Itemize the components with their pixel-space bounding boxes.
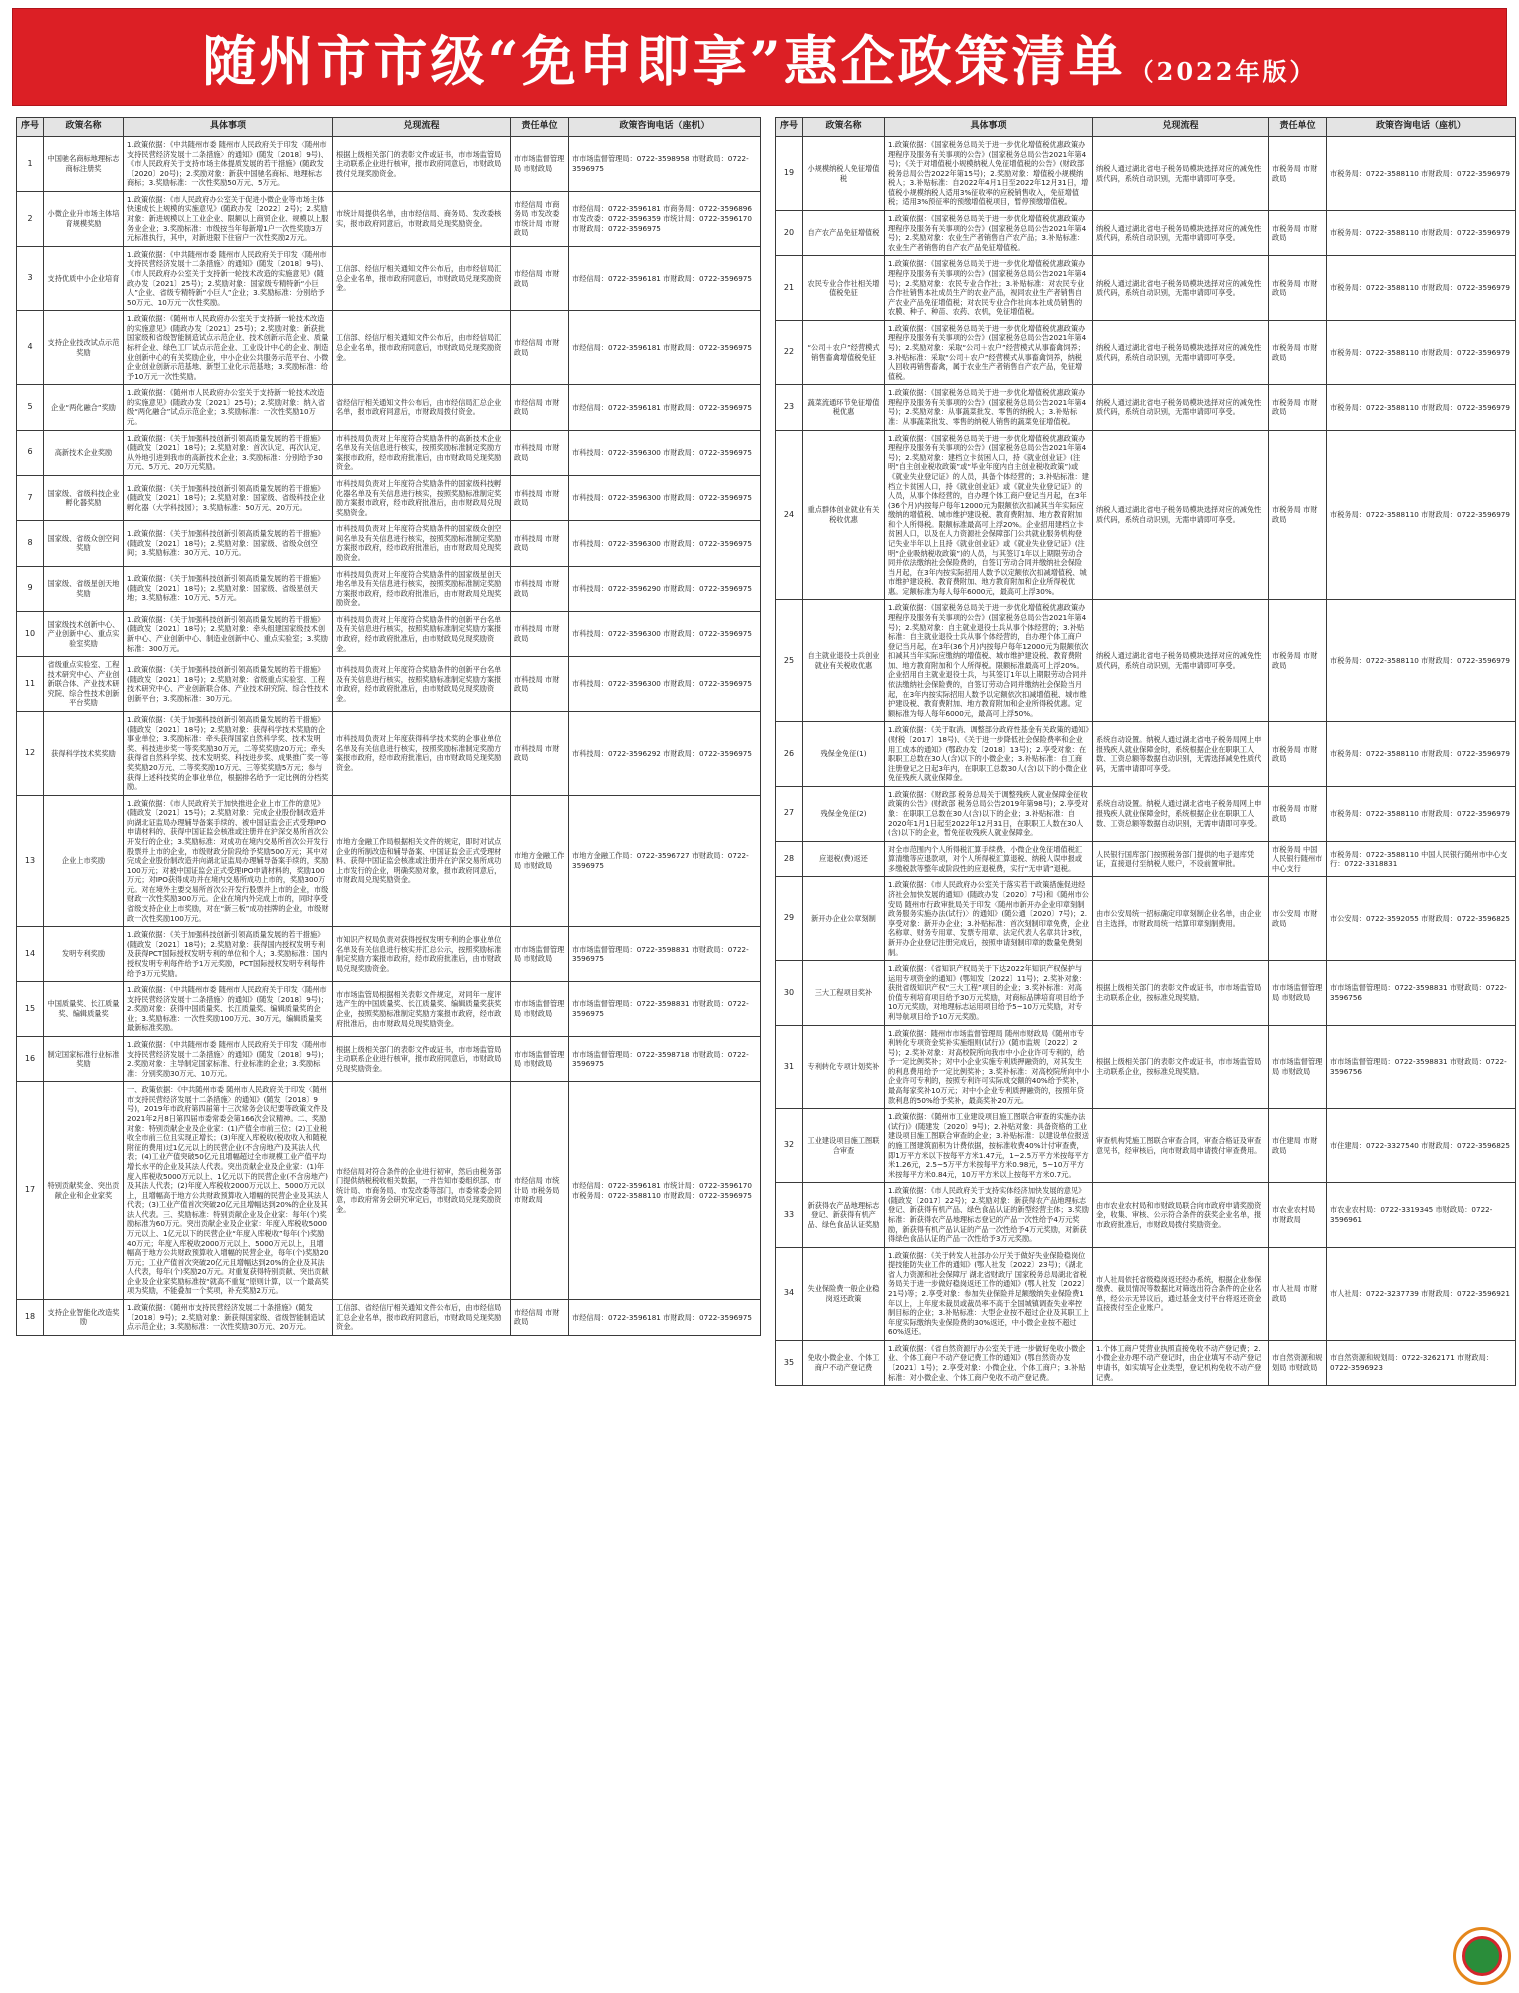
cell-detail: 1.政策依据：《省自然资源厅办公室关于进一步做好免收小微企业、个体工商户不动产登记费工作的通知》(鄂自然资办发〔2021〕1号)；2.享受对象：小微企业、个体工商户；3.补贴标准：对小微企业、个体工商户免收不动产登记费。	[885, 1340, 1093, 1385]
cell-flow: 纳税人通过湖北省电子税务局模块选择对应的减免性质代码，系统自动识别，无需申请即可享受。	[1093, 211, 1269, 256]
cell-tel: 市经信局：0722-3596181 市财政局：0722-3596975	[569, 385, 761, 430]
cell-no: 30	[776, 961, 803, 1025]
table-row	[17, 982, 761, 1037]
cell-name: 新获得农产品地理标志登记、新获得有机产品、绿色食品认证奖励	[803, 1183, 885, 1247]
policy-rows-right	[776, 137, 1516, 1386]
cell-name: 小微企业升市场主体培育规模奖励	[44, 191, 124, 246]
cell-flow: 工信部、经信厅相关通知文件公布后，由市经信局汇总企业名单，报市政府同意后，市财政局兑现奖励资金。	[333, 311, 511, 385]
table-row	[17, 430, 761, 475]
cell-unit: 市市场监督管理局 市财政局	[511, 927, 569, 982]
cell-tel: 市农业农村局：0722-3319345 市财政局：0722-3596961	[1327, 1183, 1516, 1247]
cell-tel: 市税务局：0722-3588110 市财政局：0722-3596979	[1327, 211, 1516, 256]
cell-tel: 市税务局：0722-3588110 市财政局：0722-3596979	[1327, 256, 1516, 320]
cell-flow: 工信部、省经信厅相关通知文件公布后，由市经信局汇总企业名单，报市政府同意后，市财政局兑现奖励资金。	[333, 1300, 511, 1336]
cell-no: 2	[17, 191, 44, 246]
cell-detail: 1.政策依据：《关于加强科技创新引领高质量发展的若干措施》(随政发〔2021〕18号)；2.奖励对象：牵头组建国家级技术创新中心、产业创新中心、制造业创新中心、重点实验室；3.奖励标准：300万元。	[124, 611, 333, 656]
cell-flow: 省经信厅相关通知文件公布后，由市经信局汇总企业名单，报市政府同意后，市财政局拨付资金。	[333, 385, 511, 430]
cell-detail: 1.政策依据：《中共随州市委 随州市人民政府关于印发〈随州市支持民营经济发展十二条措施〉的通知》(随发〔2018〕9号)、《市人民政府办公室关于支持新一轮技术改造的实施意见》(随政办发〔2021〕25号)；2.奖励对象：国家级专精特新“小巨人”企业、省级专精特新“小巨人”企业；3.奖励标准：分别给予50万元、10万元一次性奖励。	[124, 246, 333, 310]
cell-name: 获得科学技术奖奖励	[44, 712, 124, 796]
cell-detail: 1.政策依据：《关于加强科技创新引领高质量发展的若干措施》(随政发〔2021〕18号)；2.奖励对象：获得科学技术奖励的企事业单位；3.奖励标准：牵头获得国家自然科学奖、技术发明奖、科技进步奖一等奖奖励30万元，二等奖奖励20万元；牵头获得省自然科学奖、技术发明奖、科技进步奖、成果推广奖一等奖奖励20万元、二等奖奖励10万元、三等奖奖励5万元；参与获得上述科技奖的企事业单位，根据排名给予一定比例的分档奖励。	[124, 712, 333, 796]
cell-tel: 市科技局：0722-3596292 市财政局：0722-3596975	[569, 712, 761, 796]
cell-tel: 市科技局：0722-3596300 市财政局：0722-3596975	[569, 611, 761, 656]
cell-detail: 1.政策依据：《关于加强科技创新引领高质量发展的若干措施》(随政发〔2021〕18号)；2.奖励对象：国家级、省级众创空间；3.奖励标准：30万元、10万元。	[124, 521, 333, 566]
cell-no: 25	[776, 600, 803, 722]
cell-flow: 工信部、经信厅相关通知文件公布后，由市经信局汇总企业名单，报市政府同意后，市财政局兑现奖励资金。	[333, 246, 511, 310]
cell-detail: 1.政策依据：《国家税务总局关于进一步优化增值税优惠政策办理程序及服务有关事项的公告》(国家税务总局公告2021年第4号)；2.奖励对象：从事蔬菜批发、零售的纳税人；3.补贴标准：从事蔬菜批发、零售的纳税人销售的蔬菜免征增值税。	[885, 385, 1093, 430]
cell-detail: 1.政策依据：《国家税务总局关于进一步优化增值税优惠政策办理程序及服务有关事项的公告》(国家税务总局公告2021年第4号)；2.奖励对象：农民专业合作社；3.补贴标准：对农民专业合作社销售本社成员生产的农业产品，视同农业生产者销售自产农业产品免征增值税；对农民专业合作社向本社成员销售的农膜、种子、种苗、农药、农机，免征增值税。	[885, 256, 1093, 320]
cell-flow: 市地方金融工作局根据相关文件的规定，即时对试点企业的所制改造和辅导备案、中国证监会正式受理材料、获得中国证监会核准或注册并在沪深交易所成功上市发行的企业，明确奖励对象，报市政府同意后，市财政局兑现奖励资金。	[333, 795, 511, 927]
table-row	[776, 1025, 1516, 1109]
cell-unit: 市经信局 市财政局	[511, 246, 569, 310]
cell-flow: 根据上级相关部门的表彰文件或证书，市市场监管局主动联系企业进行核审，报市政府同意后，市财政局兑现奖励资金。	[333, 1036, 511, 1081]
table-row	[17, 1082, 761, 1300]
cell-detail: 一、政策依据：《中共随州市委 随州市人民政府关于印发〈随州市支持民营经济发展十二条措施〉的通知》(随发〔2018〕9号)，2019年市政府第四届第十三次常务会议纪要等政策文件及2021年2月8日第四届市委常委会第166次会议精神。二、奖励对象：特别贡献企业及企业家：(1)产值全市前三位；(2)工业税收全市前三位且实现正增长；(3)年度入库税收(税收收入和随税附征的费用)过1亿元以上的民营企业(不含房地产)及其法人代表；(4)工业产值突破50亿元且增幅超过全市规模工业产值平均增长水平的企业及其法人代表。突出贡献企业及企业家：(1)年度入库税收5000万元以上、1亿元以下的民营企业(不含房地产)及其法人代表；(2)年度入库税收2000万元以上、5000万元以上，且增幅高于地方公共财政预算收入增幅的民营企业及其法人代表；(3)工业产值首次突破20亿元且增幅达到20%的企业及其法人代表。三、奖励标准：特别贡献企业及企业家：每年(个)奖励标准为60万元。突出贡献企业及企业家：年度入库税收5000万元以上、1亿元以下的民营企业“年度入库税收”每年(个)奖励40万元；年度入库税收2000万元以上、5000万元以上，且增幅高于地方公共财政预算收入增幅的民营企业，每年(个)奖励20万元；工业产值首次突破20亿元且增幅达到20%的企业及其法人代表，每年(个)奖励20万元。对重复获得特别贡献、突出贡献企业及企业家奖励标准按“就高不重复”原则计算，以一个最高奖项为奖励，不能叠加一个奖项，补充奖励2万元。	[124, 1082, 333, 1300]
table-row	[776, 1109, 1516, 1183]
cell-unit: 市市场监督管理局 市财政局	[511, 982, 569, 1037]
cell-flow: 市科技局负责对上年度符合奖励条件的国家级星创天地名单及有关信息进行核实，按照奖励标准制定奖励方案报市政府，经市政府批准后，由市财政局兑现奖励资金。	[333, 566, 511, 611]
cell-tel: 市市场监督管理局：0722-3598831 市财政局：0722-3596975	[569, 927, 761, 982]
publisher-logo	[1453, 1927, 1511, 1985]
cell-flow: 审查机构凭施工图联合审查合同，审查合格证及审查意见书，经审核后，向市财政局申请拨付审查费用。	[1093, 1109, 1269, 1183]
table-row	[776, 600, 1516, 722]
cell-flow: 市知识产权局负责对获得授权发明专利的企事业单位名单及有关信息进行核实并汇总公示，按照奖励标准制定奖励方案报市政府，经市政府批准后，由市财政局兑现奖励资金。	[333, 927, 511, 982]
cell-name: 自主就业退役士兵创业就业有关税收优惠	[803, 600, 885, 722]
cell-name: 企业上市奖励	[44, 795, 124, 927]
cell-tel: 市科技局：0722-3596300 市财政局：0722-3596975	[569, 475, 761, 520]
cell-tel: 市市场监督管理局：0722-3598831 市财政局：0722-3596756	[1327, 1025, 1516, 1109]
cell-flow: 纳税人通过湖北省电子税务局模块选择对应的减免性质代码，系统自动识别，无需申请即可享受。	[1093, 320, 1269, 384]
cell-tel: 市科技局：0722-3596290 市财政局：0722-3596975	[569, 566, 761, 611]
title-text: 随州市市级“免申即享”惠企政策清单	[202, 28, 1126, 93]
cell-unit: 市科技局 市财政局	[511, 521, 569, 566]
header-name: 政策名称	[803, 118, 885, 137]
table-row	[17, 385, 761, 430]
cell-name: 重点群体创业就业有关税收优惠	[803, 430, 885, 600]
cell-unit: 市科技局 市财政局	[511, 712, 569, 796]
cell-detail: 1.政策依据：《市人民政府办公室关于促进小微企业等市场主体快速成长上规模的实施意见》(随政办发〔2022〕2号)；2.奖励对象：新进规模以上工业企业、限额以上商贸企业、规模以上服务业企业；3.奖励标准：市级按当年每新增1户一次性奖励3万元标准执行，其中，对新进限下住宿户一次性奖励2万元。	[124, 191, 333, 246]
table-row	[776, 256, 1516, 320]
cell-unit: 市税务局 市财政局	[1269, 211, 1327, 256]
header-no: 序号	[776, 118, 803, 137]
cell-no: 6	[17, 430, 44, 475]
cell-detail: 1.政策依据：《市人民政府关于支持实体经济加快发展的意见》(随政发〔2017〕22号)；2.奖励对象：新获得农产品地理标志登记、新获得有机产品、绿色食品认证的新型经营主体；3.奖励标准：新获得农产品地理标志登记的产品一次性给予4万元奖励，新获得有机产品认证的产品一次性给予4万元奖励，对新获得绿色食品认证的产品一次性给予3万元奖励。	[885, 1183, 1093, 1247]
table-row	[776, 1340, 1516, 1385]
table-header-row	[776, 118, 1516, 137]
cell-tel: 市科技局：0722-3596300 市财政局：0722-3596975	[569, 521, 761, 566]
cell-name: 农民专业合作社相关增值税免征	[803, 256, 885, 320]
cell-name: 新开办企业公章刻制	[803, 877, 885, 961]
cell-name: 中国质量奖、长江质量奖、编辑质量奖	[44, 982, 124, 1037]
table-row	[17, 246, 761, 310]
header-tel: 政策咨询电话（座机）	[1327, 118, 1516, 137]
cell-name: 支持企业智能化改造奖励	[44, 1300, 124, 1336]
cell-unit: 市市场监督管理局 市财政局	[1269, 1025, 1327, 1109]
cell-name: 中国驰名商标地理标志商标注册奖	[44, 137, 124, 192]
header-flow: 兑现流程	[1093, 118, 1269, 137]
cell-name: 三大工程项目奖补	[803, 961, 885, 1025]
cell-no: 15	[17, 982, 44, 1037]
cell-unit: 市税务局 市财政局	[1269, 722, 1327, 786]
cell-name: 发明专利奖励	[44, 927, 124, 982]
cell-unit: 市地方金融工作局 市财政局	[511, 795, 569, 927]
cell-no: 24	[776, 430, 803, 600]
cell-detail: 对全市范围内个人所得税汇算手续费、小微企业免征增值税汇算清缴等应退款项，对个人所得税汇算退税、纳税人误申报或多缴税款等整年或阶段性的应退税费，实行“无申请”退税。	[885, 841, 1093, 877]
cell-tel: 市市场监督管理局：0722-3598831 市财政局：0722-3596756	[1327, 961, 1516, 1025]
cell-no: 16	[17, 1036, 44, 1081]
cell-name: 自产农产品免征增值税	[803, 211, 885, 256]
cell-name: 企业“两化融合”奖励	[44, 385, 124, 430]
cell-no: 29	[776, 877, 803, 961]
table-row	[776, 1183, 1516, 1247]
cell-flow: 系统自动设置。纳税人通过湖北省电子税务局网上申报残疾人就业保障金时，系统根据企业在职职工人数、工资总额等数据自动识别，无需选择减免性质代码，无需申请即可享受。	[1093, 722, 1269, 786]
cell-no: 34	[776, 1247, 803, 1340]
cell-no: 13	[17, 795, 44, 927]
cell-unit: 市科技局 市财政局	[511, 475, 569, 520]
cell-detail: 1.政策依据：《关于取消、调整部分政府性基金有关政策的通知》(财税〔2017〕18号)、《关于进一步降低社会保险费率和企业用工成本的通知》(鄂政办发〔2018〕13号)；2.享受对象：在职职工总数在30人(含)以下的小微企业；3.补贴标准：自工商注册登记之日起3年内，在职职工总数30人(含)以下的小微企业免征残疾人就业保障金。	[885, 722, 1093, 786]
table-row	[776, 786, 1516, 841]
header-name: 政策名称	[44, 118, 124, 137]
cell-name: 国家级、省级星创天地奖励	[44, 566, 124, 611]
cell-flow: 系统自动设置。纳税人通过湖北省电子税务局网上申报残疾人就业保障金时，系统根据企业在职职工人数、工资总额等数据自动识别，无需申请即可享受。	[1093, 786, 1269, 841]
cell-unit: 市市场监督管理局 市财政局	[1269, 961, 1327, 1025]
table-row	[776, 877, 1516, 961]
cell-flow: 人民银行国库部门按照税务部门提供的电子退库凭证，直接退付至纳税人账户，不设前置审批。	[1093, 841, 1269, 877]
cell-name: 残保金免征(2)	[803, 786, 885, 841]
table-row	[17, 191, 761, 246]
cell-tel: 市经信局：0722-3596181 市财政局：0722-3596975	[569, 1300, 761, 1336]
cell-no: 27	[776, 786, 803, 841]
cell-no: 20	[776, 211, 803, 256]
table-header-row	[17, 118, 761, 137]
table-row	[17, 475, 761, 520]
cell-detail: 1.政策依据：《关于加强科技创新引领高质量发展的若干措施》(随政发〔2021〕18号)；2.奖励对象：省级重点实验室、工程技术研究中心、产业创新联合体、产业技术研究院、综合性技术创新平台；3.奖励标准：30万元。	[124, 657, 333, 712]
cell-unit: 市公安局 市财政局	[1269, 877, 1327, 961]
cell-flow: 市科技局负责对上年度符合奖励条件的创新平台名单及有关信息进行核实，按照奖励标准制定奖励方案报市政府，经市政府批准后，由市财政局兑现奖励资金。	[333, 611, 511, 656]
table-row	[17, 311, 761, 385]
cell-name: 高新技术企业奖励	[44, 430, 124, 475]
header-tel: 政策咨询电话（座机）	[569, 118, 761, 137]
cell-no: 31	[776, 1025, 803, 1109]
header-flow: 兑现流程	[333, 118, 511, 137]
cell-name: 国家级技术创新中心、产业创新中心、重点实验室奖励	[44, 611, 124, 656]
policy-table-right	[775, 117, 1516, 1386]
table-row	[776, 841, 1516, 877]
cell-flow: 纳税人通过湖北省电子税务局模块选择对应的减免性质代码，系统自动识别，无需申请即可享受。	[1093, 600, 1269, 722]
cell-name: “公司＋农户”经营模式销售畜禽增值税免征	[803, 320, 885, 384]
cell-unit: 市经信局 市财政局	[511, 311, 569, 385]
cell-flow: 市经信局对符合条件的企业进行初审，然后由税务部门提供纳税税收相关数据，一并告知市委组织部、市统计局、市商务局、市发改委等部门，市委常委会同意，市政府常务会研究审定后，市财政局兑现奖励资金。	[333, 1082, 511, 1300]
cell-flow: 市市场监管局根据相关表彰文件规定，对同年一度评选产生的中国质量奖、长江质量奖、编辑质量奖获奖企业，按照奖励标准制定奖励方案报市政府，经市政府批准后，由市财政局兑现奖励资金。	[333, 982, 511, 1037]
cell-unit: 市农业农村局 市财政局	[1269, 1183, 1327, 1247]
cell-unit: 市住建局 市财政局	[1269, 1109, 1327, 1183]
cell-no: 18	[17, 1300, 44, 1336]
cell-detail: 1.政策依据：《国家税务总局关于进一步优化增值税优惠政策办理程序及服务有关事项的公告》(国家税务总局公告2021年第4号)；2.奖励对象：农业生产者销售自产农产品；3.补贴标准：农业生产者销售的自产农产品免征增值税。	[885, 211, 1093, 256]
edition-label: （2022年版）	[1129, 56, 1317, 86]
policy-rows-left	[17, 137, 761, 1336]
cell-tel: 市市场监督管理局：0722-3598958 市财政局：0722-3596975	[569, 137, 761, 192]
cell-detail: 1.政策依据：《国家税务总局关于进一步优化增值税优惠政策办理程序及服务有关事项的公告》(国家税务总局公告2021年第4号)；2.奖励对象：建档立卡贫困人口，持《就业创业证》(注明“自主创业税收政策”或“毕业年度内自主创业税收政策”)或《就业失业登记证》的人员，具备个体经营的；3.补贴标准：建档立卡贫困人口，持《就业创业证》或《就业失业登记证》的人员，从事个体经营的，自办理个体工商户登记当月起，在3年(36个月)内按每户每年12000元为限额依次扣减其当年实际应缴纳的增值税、城市维护建设税、教育费附加、地方教育附加和个人所得税。限额标准最高可上浮20%。企业招用建档立卡贫困人口，以及在人力资源社会保障部门公共就业服务机构登记失业半年以上且持《就业创业证》或《就业失业登记证》(注明“企业吸纳税收政策”)的人员，与其签订1年以上期限劳动合同并依法缴纳社会保险费的，自签订劳动合同并缴纳社会保险当月起，在3年内按实际招用人数予以定额依次扣减增值税、城市维护建设税、教育费附加、地方教育附加和企业所得税优惠。定额标准为每人每年6000元，最高可上浮30%。	[885, 430, 1093, 600]
cell-name: 省级重点实验室、工程技术研究中心、产业创新联合体、产业技术研究院、综合性技术创新平台奖励	[44, 657, 124, 712]
table-row	[17, 1300, 761, 1336]
cell-no: 22	[776, 320, 803, 384]
cell-name: 小规模纳税人免征增值税	[803, 137, 885, 211]
cell-tel: 市税务局：0722-3588110 市财政局：0722-3596979	[1327, 600, 1516, 722]
cell-tel: 市经信局：0722-3596181 市统计局：0722-3596170 市税务局：0722-3588110 市财政局：0722-3596975	[569, 1082, 761, 1300]
cell-detail: 1.政策依据：《关于加强科技创新引领高质量发展的若干措施》(随政发〔2021〕18号)；2.奖励对象：国家级、省级科技企业孵化器（大学科技园）；3.奖励标准：50万元、20万元。	[124, 475, 333, 520]
cell-unit: 市经信局 市财政局	[511, 1300, 569, 1336]
cell-no: 14	[17, 927, 44, 982]
cell-flow: 纳税人通过湖北省电子税务局模块选择对应的减免性质代码，系统自动识别，无需申请即可享受。	[1093, 430, 1269, 600]
cell-detail: 1.政策依据：《关于转发人社部办公厅关于做好失业保险稳岗位提技能防失业工作的通知》(鄂人社发〔2022〕23号)；《湖北省人力资源和社会保障厅 湖北省财政厅 国家税务总局湖北省税务局关于进一步做好稳岗返还工作的通知》(鄂人社发〔2022〕21号)等；2.享受对象：参加失业保险并足额缴纳失业保险费1年以上，上年度未裁员或裁员率不高于全国城镇调查失业率控制目标的企业；3.补贴标准：大型企业按不超过企业及其职工上年度实际缴纳失业保险费的30%返还，中小微企业按不超过60%返还。	[885, 1247, 1093, 1340]
cell-detail: 1.政策依据：《随州市人民政府办公室关于支持新一轮技术改造的实施意见》(随政办发〔2021〕25号)；2.奖励对象：新获批国家级和省级智能制造试点示范企业、技术创新示范企业、质量标杆企业、绿色工厂试点示范企业、工业设计中心的企业、制造业创新中心的有关奖励企业，中小企业公共服务示范平台、小微企业创业创新示范基地、新型工业化示范基地；3.奖励标准：给予10万元一次性奖励。	[124, 311, 333, 385]
cell-unit: 市经信局 市商务局 市发改委 市统计局 市财政局	[511, 191, 569, 246]
cell-unit: 市科技局 市财政局	[511, 657, 569, 712]
cell-flow: 纳税人通过湖北省电子税务局模块选择对应的减免性质代码，系统自动识别，无需申请即可享受。	[1093, 137, 1269, 211]
cell-name: 失业保险费一般企业稳岗返还政策	[803, 1247, 885, 1340]
cell-tel: 市税务局：0722-3588110 市财政局：0722-3596979	[1327, 385, 1516, 430]
cell-name: 工业建设项目施工图联合审查	[803, 1109, 885, 1183]
table-row	[17, 521, 761, 566]
cell-name: 特别贡献奖金、突出贡献企业和企业家奖	[44, 1082, 124, 1300]
cell-tel: 市自然资源和规划局：0722-3262171 市财政局：0722-3596923	[1327, 1340, 1516, 1385]
cell-detail: 1.政策依据：随州市市场监督管理局 随州市财政局《随州市专利转化专项资金奖补实施细则(试行)》(随市监规〔2022〕2号)；2.奖补对象：对高校院所向我市中小企业许可专利的，给予一定比例奖补；对中小企业实施专利质押融资的，对其发生的利息费用给予一定比例奖补；3.奖补标准：对高校院所向中小企业许可专利的，按照专利许可实际成交额的40%给予奖补，最高每家奖补10万元；对中小企业专利质押融资的，按照年贷款利息的50%给予奖补，最高奖补20万元。	[885, 1025, 1093, 1109]
table-row	[776, 211, 1516, 256]
cell-tel: 市公安局：0722-3592055 市财政局：0722-3596825	[1327, 877, 1516, 961]
cell-name: 国家级、省级众创空间奖励	[44, 521, 124, 566]
cell-flow: 市科技局负责对上年度符合奖励条件的创新平台名单及有关信息进行核实，按照奖励标准制定奖励方案报市政府，经市政府批准后，由市财政局兑现奖励资金。	[333, 657, 511, 712]
cell-unit: 市税务局 市财政局	[1269, 430, 1327, 600]
cell-no: 12	[17, 712, 44, 796]
cell-detail: 1.政策依据：《关于加强科技创新引领高质量发展的若干措施》(随政发〔2021〕18号)；2.奖励对象：首次认定、再次认定、从外地引进到我市的高新技术企业；3.奖励标准：分别给予30万元、5万元、20万元奖励。	[124, 430, 333, 475]
cell-detail: 1.政策依据：《财政部 税务总局关于调整残疾人就业保障金征收政策的公告》(财政部 税务总局公告2019年第98号)；2.享受对象：在职职工总数在30人(含)以下的企业；3.补贴标准：自2020年1月1日起至2022年12月31日，在职职工人数在30人(含)以下的企业，暂免征收残疾人就业保障金。	[885, 786, 1093, 841]
cell-unit: 市税务局 市财政局	[1269, 600, 1327, 722]
cell-no: 23	[776, 385, 803, 430]
cell-flow: 根据上级相关部门的表彰文件或证书，市市场监管局主动联系企业进行核审，报市政府同意后，市财政局拨付兑现奖励资金。	[333, 137, 511, 192]
header-detail: 具体事项	[885, 118, 1093, 137]
cell-tel: 市人社局：0722-3237739 市财政局：0722-3596921	[1327, 1247, 1516, 1340]
cell-name: 残保金免征(1)	[803, 722, 885, 786]
cell-tel: 市地方金融工作局：0722-3596727 市财政局：0722-3596975	[569, 795, 761, 927]
cell-tel: 市税务局：0722-3588110 市财政局：0722-3596979	[1327, 137, 1516, 211]
cell-tel: 市经信局：0722-3596181 市商务局：0722-3596896 市发改委：0722-3596359 市统计局：0722-3596170 市财政局：0722-3596975	[569, 191, 761, 246]
cell-flow: 纳税人通过湖北省电子税务局模块选择对应的减免性质代码，系统自动识别，无需申请即可享受。	[1093, 385, 1269, 430]
cell-no: 26	[776, 722, 803, 786]
cell-no: 8	[17, 521, 44, 566]
cell-flow: 市统计局提供名单，由市经信局、商务局、发改委核实，报市政府同意后，市财政局兑现奖励资金。	[333, 191, 511, 246]
cell-no: 11	[17, 657, 44, 712]
cell-unit: 市自然资源和规划局 市财政局	[1269, 1340, 1327, 1385]
cell-tel: 市经信局：0722-3596181 市财政局：0722-3596975	[569, 246, 761, 310]
cell-detail: 1.政策依据：《中共随州市委 随州市人民政府关于印发〈随州市支持民营经济发展十二条措施〉的通知》(随发〔2018〕9号)；2.奖励对象：主导制定国家标准、行业标准的企业；3.奖励标准：分别奖励30万元、10万元。	[124, 1036, 333, 1081]
cell-detail: 1.政策依据：《中共随州市委 随州市人民政府关于印发〈随州市支持民营经济发展十二条措施〉的通知》(随发〔2018〕9号)；2.奖励对象：获得中国质量奖、长江质量奖、编辑质量奖的企业；3.奖励标准：一次性奖励100万元、30万元，编辑质量奖最新标准奖励。	[124, 982, 333, 1037]
table-row	[17, 657, 761, 712]
cell-detail: 1.政策依据：《随州市工业建设项目施工图联合审查的实施办法(试行)》(随建发〔2020〕9号)；2.补贴对象：具备资格的工业建设项目施工图联合审查的企业；3.补贴标准：以建设单位报送的施工图建筑面积为计费依据，按标准收费40%计付审查费，即1万平方米以下按每平方米1.47元，1~2.5万平方米按每平方米1.26元，2.5~5万平方米按每平方米0.98元，5~10万平方米按每平方米0.84元，10万平方米以上按每平方米0.7元。	[885, 1109, 1093, 1183]
cell-name: 蔬菜流通环节免征增值税优惠	[803, 385, 885, 430]
cell-flow: 由市公安局统一招标确定印章刻制企业名单，由企业自主选择，市财政局统一结算印章刻制费用。	[1093, 877, 1269, 961]
cell-no: 5	[17, 385, 44, 430]
cell-unit: 市税务局 市财政局	[1269, 256, 1327, 320]
cell-tel: 市科技局：0722-3596300 市财政局：0722-3596975	[569, 657, 761, 712]
cell-unit: 市税务局 市财政局	[1269, 137, 1327, 211]
cell-unit: 市税务局 市财政局	[1269, 786, 1327, 841]
policy-table-left	[16, 117, 761, 1336]
cell-unit: 市市场监督管理局 市财政局	[511, 1036, 569, 1081]
cell-detail: 1.政策依据：《随州市人民政府办公室关于支持新一轮技术改造的实施意见》(随政办发〔2021〕25号)；2.奖励对象：纳入省级“两化融合”试点示范企业；3.奖励标准：一次性奖励10万元。	[124, 385, 333, 430]
cell-unit: 市市场监督管理局 市财政局	[511, 137, 569, 192]
cell-no: 9	[17, 566, 44, 611]
cell-name: 支持优质中小企业培育	[44, 246, 124, 310]
cell-unit: 市科技局 市财政局	[511, 611, 569, 656]
header-unit: 责任单位	[1269, 118, 1327, 137]
cell-detail: 1.政策依据：《市人民政府关于加快推进企业上市工作的意见》(随政发〔2021〕15号)；2.奖励对象：完成企业股份制改造并向湖北证监局办理辅导备案手续的、被中国证监会正式受理IPO申请材料的、获得中国证监会核准或注册并在沪深交易所首次公开发行的企业；3.奖励标准：对成功在境内交易所首次公开发行股票并上市的企业，市级财政分阶段给予奖励500万元；其中对完成企业股份制改造并向湖北证监局办理辅导备案手续的，奖励100万元；对被中国证监会正式受理IPO申请材料的，奖励100万元；对IPO获得成功并在境内交易所成功上市的，奖励300万元。对在境外主要交易所首次公开发行股票并上市的企业，市级财政一次性奖励300万元。企业在境内外完成上市的，同时享受省级支持企业上市奖励，对在“新三板”成功挂牌的企业，市级财政一次性奖励100万元。	[124, 795, 333, 927]
cell-no: 17	[17, 1082, 44, 1300]
table-row	[776, 320, 1516, 384]
cell-unit: 市科技局 市财政局	[511, 430, 569, 475]
cell-detail: 1.政策依据：《国家税务总局关于进一步优化增值税优惠政策办理程序及服务有关事项的公告》(国家税务总局公告2021年第4号)；2.奖励对象：采取“公司＋农户”经营模式从事畜禽饲养；3.补贴标准：采取“公司＋农户”经营模式从事畜禽饲养，纳税人回收再销售畜禽，属于农业生产者销售自产农产品，免征增值税。	[885, 320, 1093, 384]
cell-tel: 市税务局：0722-3588110 市财政局：0722-3596979	[1327, 722, 1516, 786]
table-row	[776, 137, 1516, 211]
cell-flow: 市科技局负责对上年度获得科学技术奖的企事业单位名单及有关信息进行核实，按照奖励标准制定奖励方案报市政府，经市政府批准后，由市财政局兑现奖励资金。	[333, 712, 511, 796]
cell-tel: 市市场监督管理局：0722-3598718 市财政局：0722-3596975	[569, 1036, 761, 1081]
table-row	[776, 961, 1516, 1025]
cell-unit: 市经信局 市统计局 市税务局 市财政局	[511, 1082, 569, 1300]
table-row	[776, 722, 1516, 786]
cell-no: 10	[17, 611, 44, 656]
table-row	[17, 137, 761, 192]
table-row	[17, 611, 761, 656]
cell-tel: 市科技局：0722-3596300 市财政局：0722-3596975	[569, 430, 761, 475]
cell-no: 21	[776, 256, 803, 320]
cell-detail: 1.政策依据：《市人民政府办公室关于落实若干政策措施促进经济社会加快发展的通知》(随政办发〔2020〕7号)和《随州市公安局 随州市行政审批局关于印发〈随州市新开办企业印章刻制政务服务实施办法(试行)〉的通知》(随公通〔2020〕7号)；2.享受对象：新开办企业；3.补贴标准：首次刻制印章免费，企业名称章、财务专用章、发票专用章、法定代表人名章共计3枚，新开办企业登记注册完成后，按照申请刻制印章的数量免费刻制。	[885, 877, 1093, 961]
cell-detail: 1.政策依据：《关于加强科技创新引领高质量发展的若干措施》(随政发〔2021〕18号)；2.奖励对象：获得国内授权发明专利及获得PCT国际授权发明专利的单位和个人；3.奖励标准：国内授权发明专利每件给予1万元奖励，PCT国际授权发明专利每件给予3万元奖励。	[124, 927, 333, 982]
cell-unit: 市税务局 中国人民银行随州市中心支行	[1269, 841, 1327, 877]
cell-tel: 市税务局：0722-3588110 市财政局：0722-3596979	[1327, 786, 1516, 841]
header-unit: 责任单位	[511, 118, 569, 137]
cell-detail: 1.政策依据：《随州市支持民营经济发展二十条措施》(随发〔2018〕9号)；2.奖励对象：新获得国家级、省级智能制造试点示范企业；3.奖励标准：一次性奖励30万元、20万元。	[124, 1300, 333, 1336]
cell-no: 7	[17, 475, 44, 520]
cell-flow: 根据上级相关部门的表彰文件或证书，市市场监管局主动联系企业，按标准兑现奖励。	[1093, 961, 1269, 1025]
table-row	[17, 566, 761, 611]
cell-unit: 市税务局 市财政局	[1269, 320, 1327, 384]
cell-flow: 市科技局负责对上年度符合奖励条件的国家级科技孵化器名单及有关信息进行核实，按照奖励标准制定奖励方案报市政府，经市政府批准后，由市财政局兑现奖励资金。	[333, 475, 511, 520]
table-row	[17, 927, 761, 982]
cell-tel: 市税务局：0722-3588110 市财政局：0722-3596979	[1327, 430, 1516, 600]
cell-no: 28	[776, 841, 803, 877]
cell-no: 33	[776, 1183, 803, 1247]
header-detail: 具体事项	[124, 118, 333, 137]
cell-name: 免收小微企业、个体工商户不动产登记费	[803, 1340, 885, 1385]
cell-no: 4	[17, 311, 44, 385]
page-title	[203, 19, 1317, 96]
cell-no: 35	[776, 1340, 803, 1385]
cell-no: 1	[17, 137, 44, 192]
cell-tel: 市住建局：0722-3327540 市财政局：0722-3596825	[1327, 1109, 1516, 1183]
cell-unit: 市经信局 市财政局	[511, 385, 569, 430]
cell-unit: 市科技局 市财政局	[511, 566, 569, 611]
cell-flow: 市科技局负责对上年度符合奖励条件的高新技术企业名单及有关信息进行核实，按照奖励标准制定奖励方案报市政府，经市政府批准后，由市财政局兑现奖励资金。	[333, 430, 511, 475]
cell-flow: 纳税人通过湖北省电子税务局模块选择对应的减免性质代码，系统自动识别，无需申请即可享受。	[1093, 256, 1269, 320]
cell-unit: 市税务局 市财政局	[1269, 385, 1327, 430]
table-row	[17, 712, 761, 796]
cell-tel: 市市场监督管理局：0722-3598831 市财政局：0722-3596975	[569, 982, 761, 1037]
cell-flow: 由市农业农村局和市财政局联合向市政府申请奖励资金，收集、审核、公示符合条件的获奖企业名单，报市政府批准后，市财政局拨付奖励资金。	[1093, 1183, 1269, 1247]
table-row	[17, 795, 761, 927]
cell-no: 19	[776, 137, 803, 211]
cell-detail: 1.政策依据：《省知识产权局关于下达2022年知识产权保护与运用专项资金的通知》(鄂知发〔2022〕11号)；2.奖补对象：获批省级知识产权“三大工程”项目的企业；3.奖补标准：对高价值专利培育项目给予30万元奖励，对商标品牌培育项目给予10万元奖励，对地理标志运用项目给予5~10万元奖励，对专利导航项目给予10万元奖励。	[885, 961, 1093, 1025]
cell-no: 3	[17, 246, 44, 310]
header-no: 序号	[17, 118, 44, 137]
cell-no: 32	[776, 1109, 803, 1183]
cell-name: 制定国家标准行业标准奖励	[44, 1036, 124, 1081]
cell-flow: 市人社局依托省级稳岗返还经办系统，根据企业参保缴费、裁员情况等数据比对筛选出符合条件的企业名单，经公示无异议后，通过基金支付平台将返还资金直接拨付至企业账户。	[1093, 1247, 1269, 1340]
cell-name: 支持企业技改试点示范奖励	[44, 311, 124, 385]
cell-flow: 根据上级相关部门的表彰文件或证书，市市场监管局主动联系企业，按标准兑现奖励。	[1093, 1025, 1269, 1109]
cell-name: 国家级、省级科技企业孵化器奖励	[44, 475, 124, 520]
cell-detail: 1.政策依据：《中共随州市委 随州市人民政府关于印发〈随州市支持民营经济发展十二条措施〉的通知》(随发〔2018〕9号)、《市人民政府关于支持市场主体提质发展的若干措施》(随政发〔2020〕20号)；2.奖励对象：新获中国驰名商标、地理标志商标；3.奖励标准：一次性奖励50万元、5万元。	[124, 137, 333, 192]
cell-name: 应退税(费)返还	[803, 841, 885, 877]
cell-flow: 市科技局负责对上年度符合奖励条件的国家级众创空间名单及有关信息进行核实，按照奖励标准制定奖励方案报市政府，经市政府批准后，由市财政局兑现奖励资金。	[333, 521, 511, 566]
cell-tel: 市经信局：0722-3596181 市财政局：0722-3596975	[569, 311, 761, 385]
cell-name: 专利转化专项计划奖补	[803, 1025, 885, 1109]
table-row	[776, 1247, 1516, 1340]
table-row	[776, 385, 1516, 430]
cell-unit: 市人社局 市财政局	[1269, 1247, 1327, 1340]
cell-detail: 1.政策依据：《国家税务总局关于进一步优化增值税优惠政策办理程序及服务有关事项的公告》(国家税务总局公告2021年第4号)；2.奖励对象：自主就业退役士兵从事个体经营的；3.补贴标准：自主就业退役士兵从事个体经营的，自办理个体工商户登记当月起，在3年(36个月)内按每户每年12000元为限额依次扣减其当年实际应缴纳的增值税、城市维护建设税、教育费附加、地方教育附加和个人所得税。限额标准最高可上浮20%。企业招用自主就业退役士兵，与其签订1年以上期限劳动合同并依法缴纳社会保险费的，自签订劳动合同并缴纳社会保险当月起，在3年内按实际招用人数予以定额依次扣减增值税、城市维护建设税、教育费附加、地方教育附加和企业所得税优惠。定额标准为每人每年6000元，最高可上浮50%。	[885, 600, 1093, 722]
cell-tel: 市税务局：0722-3588110 市财政局：0722-3596979	[1327, 320, 1516, 384]
cell-detail: 1.政策依据：《关于加强科技创新引领高质量发展的若干措施》(随政发〔2021〕18号)；2.奖励对象：国家级、省级星创天地；3.奖励标准：10万元、5万元。	[124, 566, 333, 611]
cell-flow: 1.个体工商户凭营业执照直接免收不动产登记费；2.小微企业办理不动产登记时，由企业填写不动产登记申请书，如实填写企业类型，登记机构免收不动产登记费。	[1093, 1340, 1269, 1385]
table-row	[17, 1036, 761, 1081]
table-row	[776, 430, 1516, 600]
cell-tel: 市税务局：0722-3588110 中国人民银行随州市中心支行：0722-3318831	[1327, 841, 1516, 877]
cell-detail: 1.政策依据：《国家税务总局关于进一步优化增值税优惠政策办理程序及服务有关事项的公告》(国家税务总局公告2021年第4号)；《关于对增值税小规模纳税人免征增值税的公告》(财政部 税务总局公告2022年第15号)；2.奖励对象：增值税小规模纳税人；3.补贴标准：自2022年4月1日至2022年12月31日，增值税小规模纳税人适用3%征收率的应税销售收入，免征增值税；适用3%预征率的预缴增值税项目，暂停预缴增值税。	[885, 137, 1093, 211]
title-banner	[12, 8, 1507, 106]
